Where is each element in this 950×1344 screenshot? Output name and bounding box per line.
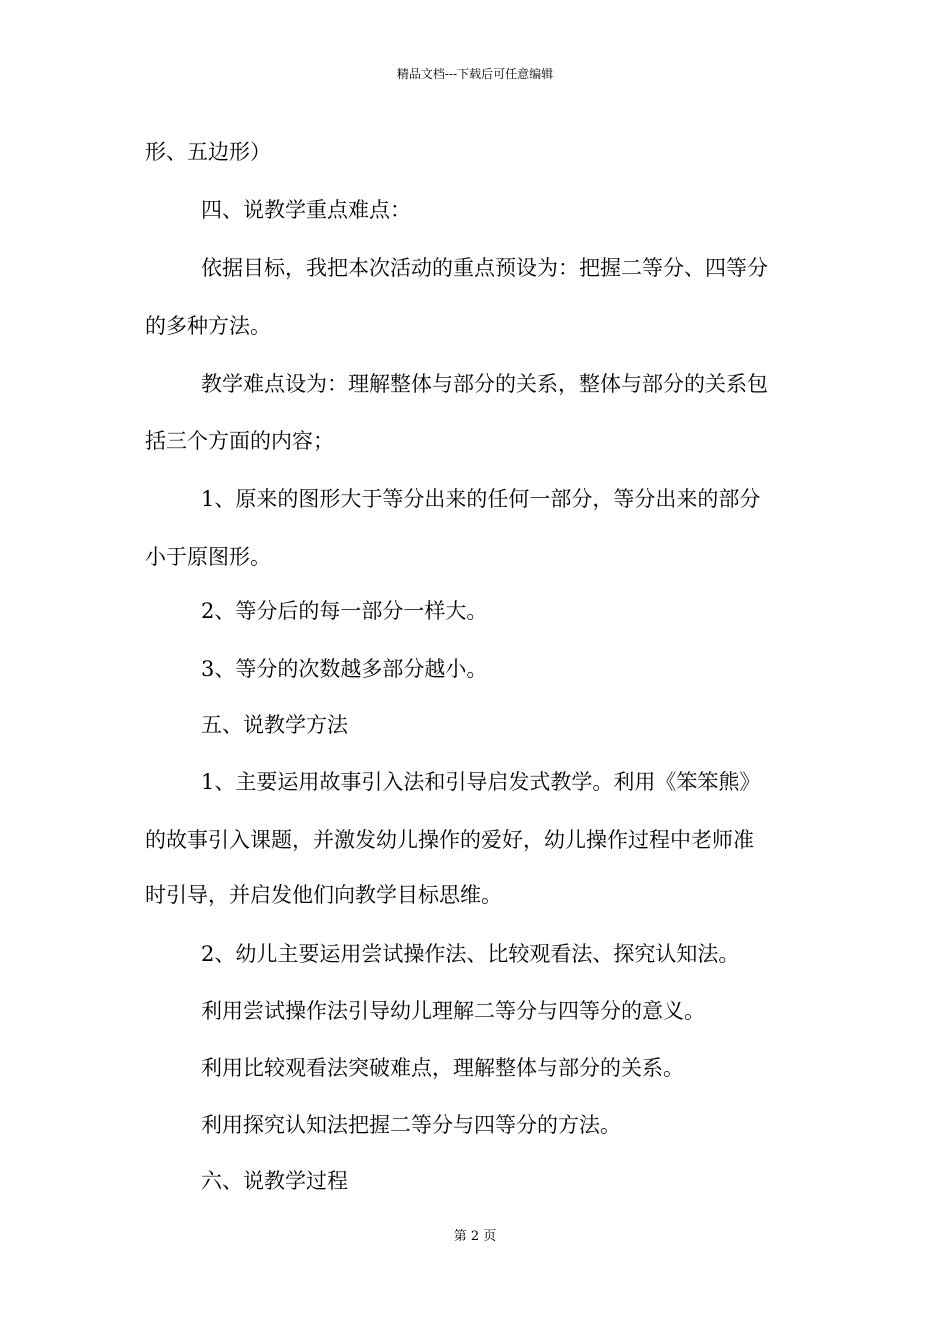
list-item: 1、原来的图形大于等分出来的任何一部分，等分出来的部分 xyxy=(201,487,761,511)
section-heading: 四、说教学重点难点： xyxy=(201,198,411,222)
text-line: 小于原图形。 xyxy=(145,545,271,569)
list-item: 2、等分后的每一部分一样大。 xyxy=(201,599,488,623)
text-line: 时引导，并启发他们向教学目标思维。 xyxy=(145,883,502,907)
section-heading: 五、说教学方法 xyxy=(201,713,348,737)
text-line: 的多种方法。 xyxy=(145,314,271,338)
list-item: 3、等分的次数越多部分越小。 xyxy=(201,657,488,681)
list-item: 1、主要运用故事引入法和引导启发式教学。利用《笨笨熊》 xyxy=(201,770,761,794)
section-heading: 六、说教学过程 xyxy=(201,1169,348,1193)
text-line: 依据目标，我把本次活动的重点预设为：把握二等分、四等分 xyxy=(201,256,768,280)
text-line: 利用比较观看法突破难点，理解整体与部分的关系。 xyxy=(201,1056,684,1080)
page-header: 精品文档---下载后可任意编辑 xyxy=(396,67,554,81)
text-line: 教学难点设为：理解整体与部分的关系，整体与部分的关系包 xyxy=(201,372,768,396)
text-line: 形、五边形） xyxy=(145,140,271,164)
text-line: 括三个方面的内容； xyxy=(145,429,334,453)
list-item: 2、幼儿主要运用尝试操作法、比较观看法、探究认知法。 xyxy=(201,942,740,966)
text-line: 利用探究认知法把握二等分与四等分的方法。 xyxy=(201,1113,621,1137)
page-number: 第 2 页 xyxy=(453,1229,497,1244)
text-line: 利用尝试操作法引导幼儿理解二等分与四等分的意义。 xyxy=(201,999,705,1023)
text-line: 的故事引入课题，并激发幼儿操作的爱好，幼儿操作过程中老师准 xyxy=(145,828,754,852)
